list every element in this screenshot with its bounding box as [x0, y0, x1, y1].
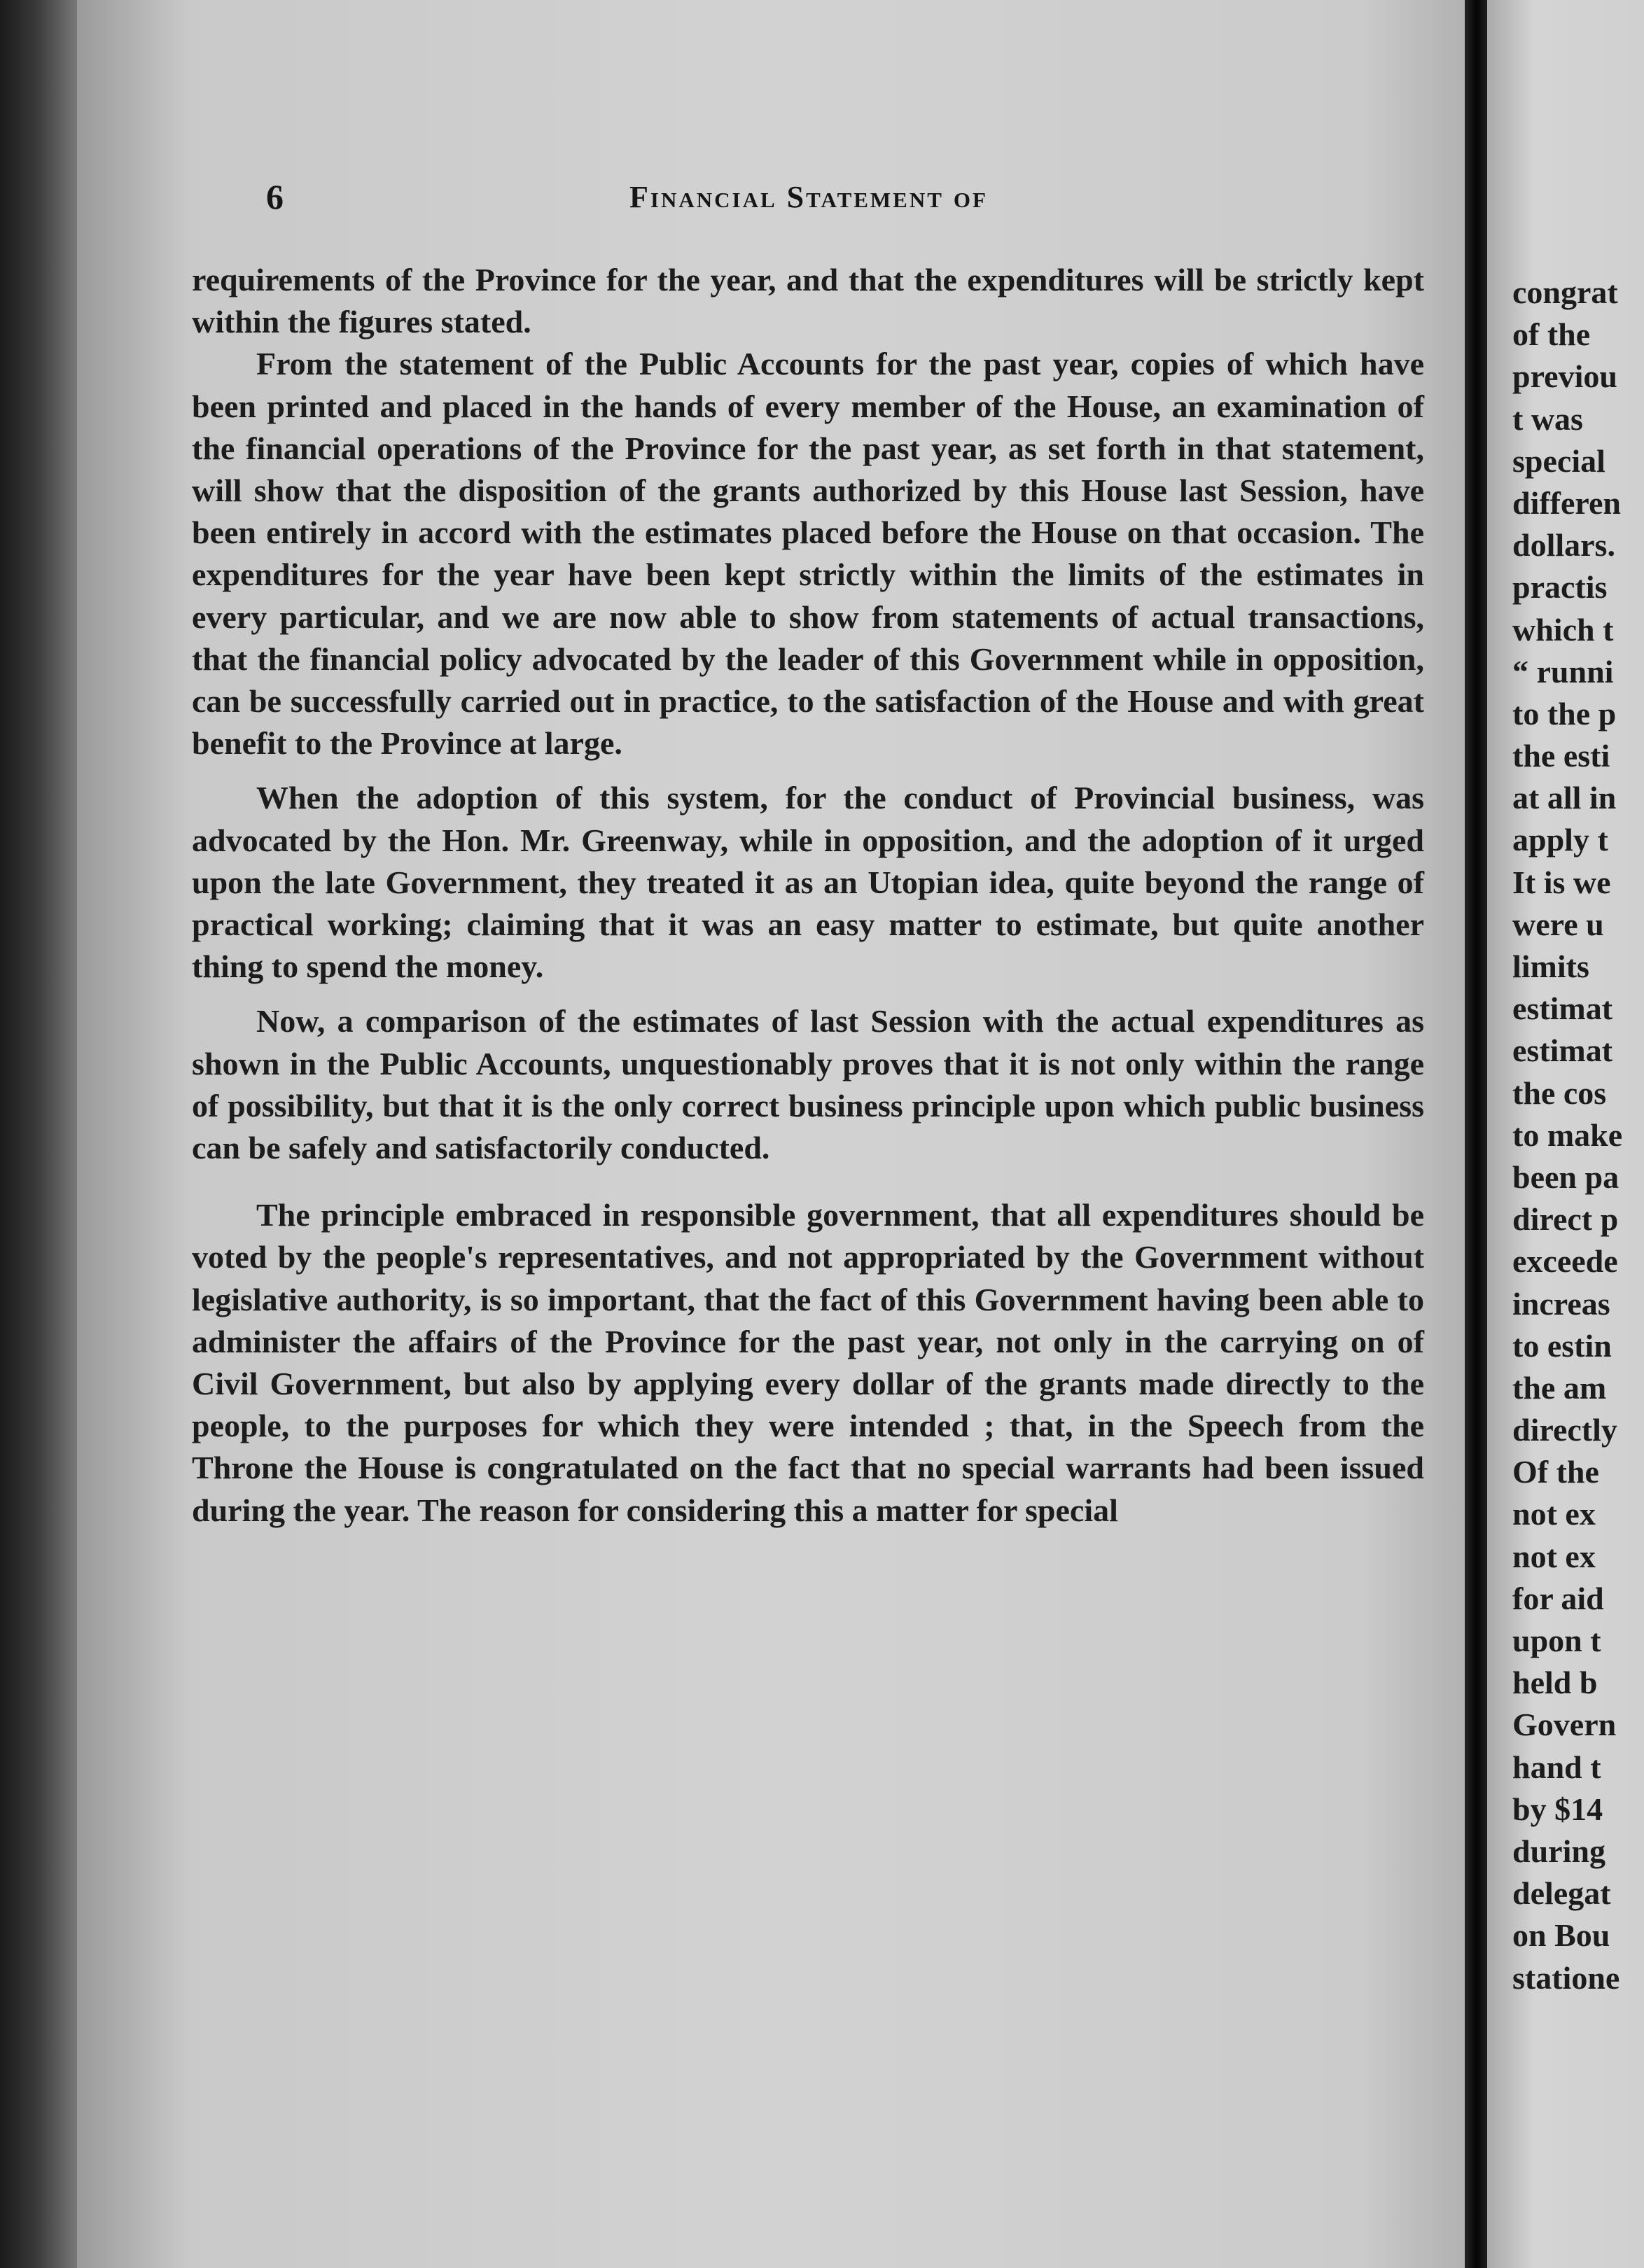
facing-page-line: exceede	[1512, 1243, 1618, 1280]
book-gutter	[1465, 0, 1489, 2268]
facing-page-line: “ runni	[1512, 653, 1614, 690]
facing-page-line: delegat	[1512, 1875, 1611, 1912]
facing-page-line: to make	[1512, 1116, 1623, 1153]
facing-page-line: the cos	[1512, 1074, 1607, 1111]
facing-page-line: apply t	[1512, 822, 1608, 858]
paragraph-4: Now, a comparison of the estimates of last Session with the actual expenditures as shown in the Public Accounts, unquestionably proves that it is not only within the range of possibility, but that it is the only correct business principle upon which public business can be safely and satisfactorily conducted.	[192, 1003, 1424, 1166]
facing-page-line: by $14	[1512, 1791, 1603, 1827]
facing-page-line: estimat	[1512, 1032, 1613, 1069]
facing-page-line: practis	[1512, 569, 1608, 606]
facing-page-line: the esti	[1512, 738, 1610, 774]
facing-page-line: on Bou	[1512, 1917, 1610, 1954]
facing-page-line: dollars.	[1512, 527, 1615, 564]
facing-page-line: differen	[1512, 484, 1622, 521]
running-title: Financial Statement of	[629, 180, 988, 214]
paragraph-3: When the adoption of this system, for the conduct of Provincial business, was advocated by the Hon. Mr. Greenway, while in opposition, and the adoption of it urged upon the late Government, they treated it as an Utopian idea, quite beyond the range of practical working; claiming that it was an easy matter to estimate, but quite another thing to spend the money.	[192, 780, 1424, 985]
facing-page-line: for aid	[1512, 1580, 1604, 1616]
facing-page-line: Of the	[1512, 1454, 1599, 1490]
paragraph-1: requirements of the Province for the year, and that the expenditures will be strictly kept within the figures stated.	[192, 262, 1424, 340]
page-header	[189, 176, 1428, 225]
page-number: 6	[266, 177, 284, 216]
facing-page-line: upon t	[1512, 1623, 1601, 1658]
facing-page-line: t was	[1512, 400, 1583, 437]
facing-page-line: which t	[1512, 611, 1614, 648]
facing-page-line: were u	[1512, 906, 1604, 942]
facing-page-line: of the	[1512, 316, 1591, 353]
facing-page-line: special	[1512, 442, 1605, 479]
facing-page-line: to the p	[1512, 695, 1617, 732]
facing-page-line: Govern	[1512, 1707, 1617, 1743]
facing-page-line: estimat	[1512, 990, 1613, 1027]
facing-page-line: It is we	[1512, 864, 1611, 900]
paragraph-5: The principle embraced in responsible government, that all expenditures should be voted by the people's representatives, and not appropriated by the Government without legislative authority, is so important, that the fact of this Government having been able to administer the affairs of the Province for the past year, not only in the carrying on of Civil Government, but also by applying every dollar of the grants made directly to the people, to the purposes for which they were intended ; that, in the Speech from the Throne the House is congratulated on the fact that no special warrants had been issued during the year. The reason for considering this a matter for special	[192, 1197, 1424, 1528]
facing-page-line: to estin	[1512, 1327, 1612, 1364]
facing-page-line: during	[1512, 1833, 1605, 1869]
body-text	[192, 259, 1424, 1532]
facing-page-line: statione	[1512, 1959, 1620, 1996]
facing-page-line: at all in	[1512, 780, 1617, 816]
facing-page-line: been pa	[1512, 1158, 1619, 1195]
facing-page-line: increas	[1512, 1285, 1610, 1322]
facing-page-line: held b	[1512, 1665, 1598, 1701]
facing-page-line: not ex	[1512, 1538, 1596, 1574]
facing-page-line: direct p	[1512, 1201, 1619, 1238]
facing-page-line: the am	[1512, 1369, 1607, 1406]
facing-page-line: previou	[1512, 358, 1617, 395]
paragraph-2: From the statement of the Public Accounts for the past year, copies of which have been printed and placed in the hands of every member of the House, an examination of the financial operations of the Province for the past year, as set forth in that statement, will show that the disposition of the grants authorized by this House last Session, have been entirely in accord with the estimates placed before the House on that occasion. The expenditures for the year have been kept strictly within the limits of the estimates in every particular, and we are now able to show from statements of actual transactions, that the financial policy advocated by the leader of this Government while in opposition, can be successfully carried out in practice, to the satisfaction of the House and with great benefit to the Province at large.	[192, 346, 1424, 762]
facing-page-line: directly	[1512, 1412, 1617, 1448]
facing-page-line: limits	[1512, 948, 1589, 984]
facing-page-text	[1512, 272, 1644, 1999]
facing-page-line: congrat	[1512, 274, 1618, 310]
facing-page-line: not ex	[1512, 1496, 1596, 1532]
facing-page-line: hand t	[1512, 1749, 1601, 1785]
